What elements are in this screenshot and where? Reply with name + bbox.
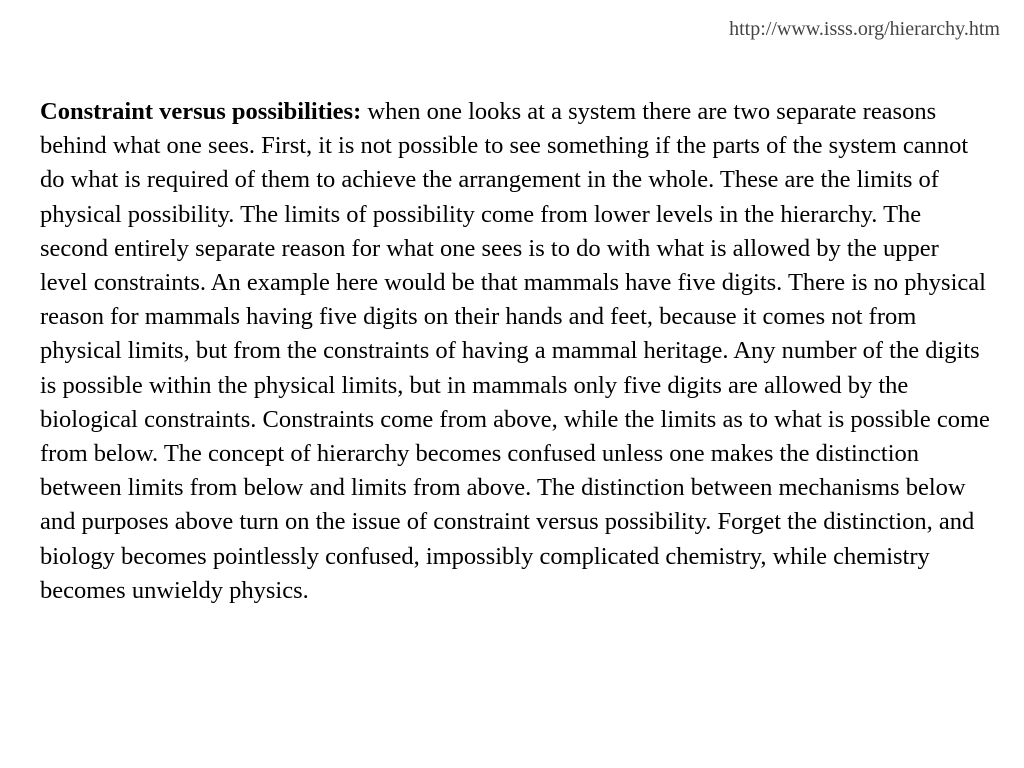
term-heading: Constraint versus possibilities: [40,98,362,125]
source-url: http://www.isss.org/hierarchy.htm [729,18,1000,40]
body-paragraph [40,95,990,608]
body-text: when one looks at a system there are two separate reasons behind what one sees. First, it is not possible to see something if the parts of the system cannot do what is required of them to achieve the arrangement in the whole. These are the limits of physical possibility. The limits of possibility come from lower levels in the hierarchy. The second entirely separate reason for what one sees is to do with what is allowed by the upper level constraints. An example here would be that mammals have five digits. There is no physical reason for mammals having five digits on their hands and feet, because it comes not from physical limits, but from the constraints of having a mammal heritage. Any number of the digits is possible within the physical limits, but in mammals only five digits are allowed by the biological constraints. Constraints come from above, while the limits as to what is possible come from below. The concept of hierarchy becomes confused unless one makes the distinction between limits from below and limits from above. The distinction between mechanisms below and purposes above turn on the issue of constraint versus possibility. Forget the distinction, and biology becomes pointlessly confused, impossibly complicated chemistry, while chemistry becomes unwieldy physics. [40,98,990,604]
